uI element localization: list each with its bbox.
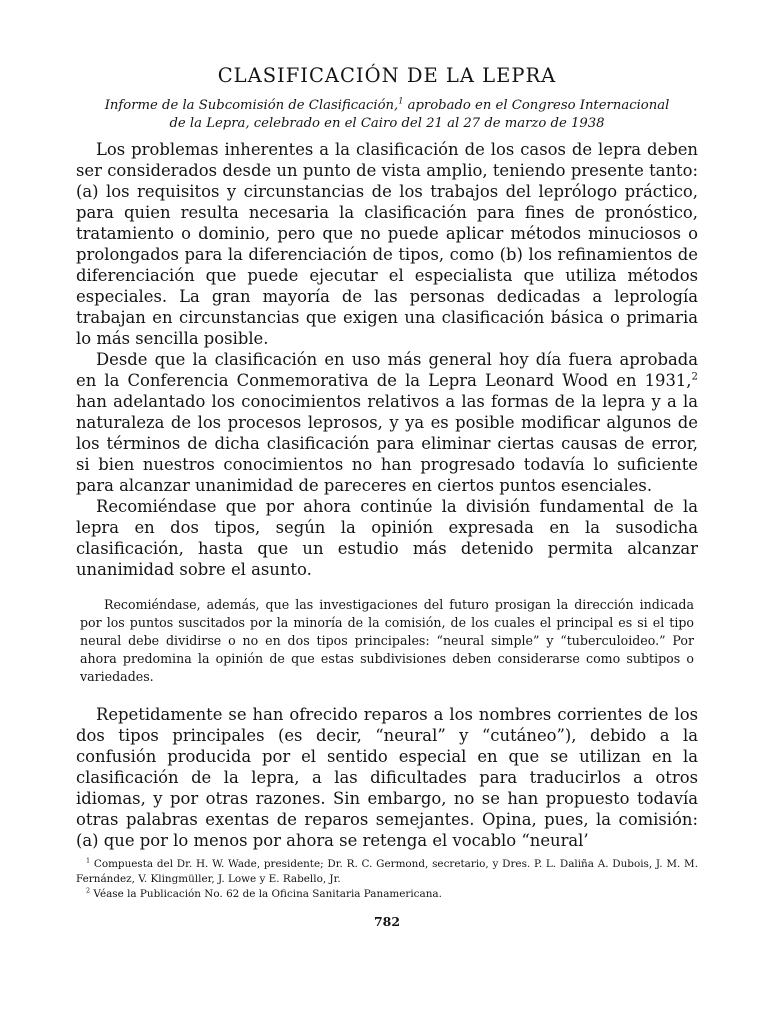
subtitle-line1-text: Informe de la Subcomisión de Clasificación, xyxy=(104,98,399,113)
page-number: 782 xyxy=(373,914,401,929)
footnote-1-mark: 1 xyxy=(86,856,91,865)
paragraph-2-text: Desde que la clasificación en uso más general hoy día fuera aprobada en la Conferencia Conmemorativa de la Lepra Leonard Wood en 1931, xyxy=(76,350,698,390)
paragraph-5: Repetidamente se han ofrecido reparos a los nombres corrientes de los dos tipos principales (es decir, “neural” y “cutáneo”), debido a la confusión producida por el sentido especial en que se utilizan en la clasificación de la lepra, a las dificultades para traducirlos a otros idiomas, y por otras razones. Sin embargo, no se han propuesto todavía otras palabras exentas de reparos semejantes. Opina, pues, la comisión: (a) que por lo menos por ahora se retenga el vocablo “neural’ xyxy=(76,705,698,850)
footnote-2-mark: 2 xyxy=(86,886,91,895)
footnote-1 xyxy=(76,857,698,887)
footnote-1-text: Compuesta del Dr. H. W. Wade, presidente; Dr. R. C. Germond, secretario, y Dres. P. L. Daliña A. Dubois, J. M. M. Fernández, V. Klingmüller, J. Lowe y E. Rabello, Jr. xyxy=(76,858,698,885)
footnotes xyxy=(76,857,698,902)
paragraph-1: Los problemas inherentes a la clasificación de los casos de lepra deben ser considerados desde un punto de vista amplio, teniendo presente tanto: (a) los requisitos y circunstancias de los trabajos del leprólogo práctico, para quien resulta necesaria la clasificación para fines de pronóstico, tratamiento o dominio, pero que no puede aplicar métodos minuciosos o prolongados para la diferenciación de tipos, como (b) los refinamientos de diferenciación que puede ejecutar el especialista que utiliza métodos especiales. La gran mayoría de las personas dedicadas a leprología trabajan en circunstancias que exigen una clasificación básica o primaria lo más sencilla posible. xyxy=(76,140,698,348)
page-title: CLASIFICACIÓN DE LA LEPRA xyxy=(217,64,557,87)
subtitle xyxy=(76,97,698,133)
paragraph-2-end: han adelantado los conocimientos relativos a las formas de la lepra y a la naturaleza de los procesos leprosos, y ya es posible modificar algunos de los términos de dicha clasificación para eliminar ciertas causas de error, si bien nuestros conocimientos no han progresado todavía lo suficiente para alcanzar unanimidad de pareceres en ciertos puntos esenciales. xyxy=(76,392,698,495)
paragraph-2 xyxy=(76,349,698,496)
paragraph-4-small: Recomiéndase, además, que las investigaciones del futuro prosigan la dirección indicada por los puntos suscitados por la minoría de la comisión, de los cuales el principal es si el tipo neural debe dividirse o no en dos tipos principales: “neural simple” y “tuberculoideo.” Por ahora predomina la opinión de que estas subdivisiones deben considerarse como subtipos o variedades. xyxy=(80,597,694,684)
subtitle-line1 xyxy=(104,95,670,113)
subtitle-line2: de la Lepra, celebrado en el Cairo del 21 al 27 de marzo de 1938 xyxy=(169,116,605,131)
footnote-2 xyxy=(76,887,698,902)
paragraph-3: Recomiéndase que por ahora continúe la división fundamental de la lepra en dos tipos, según la opinión expresada en la susodicha clasificación, hasta que un estudio más detenido permita alcanzar unanimidad sobre el asunto. xyxy=(76,497,698,579)
document-page xyxy=(76,60,698,929)
footnote-2-text: Véase la Publicación No. 62 de la Oficina Sanitaria Panamericana. xyxy=(90,888,442,900)
subtitle-line1-end: aprobado en el Congreso Internacional xyxy=(403,98,670,113)
footnote-ref-2: 2 xyxy=(691,371,698,383)
footnote-ref-1: 1 xyxy=(398,95,404,106)
